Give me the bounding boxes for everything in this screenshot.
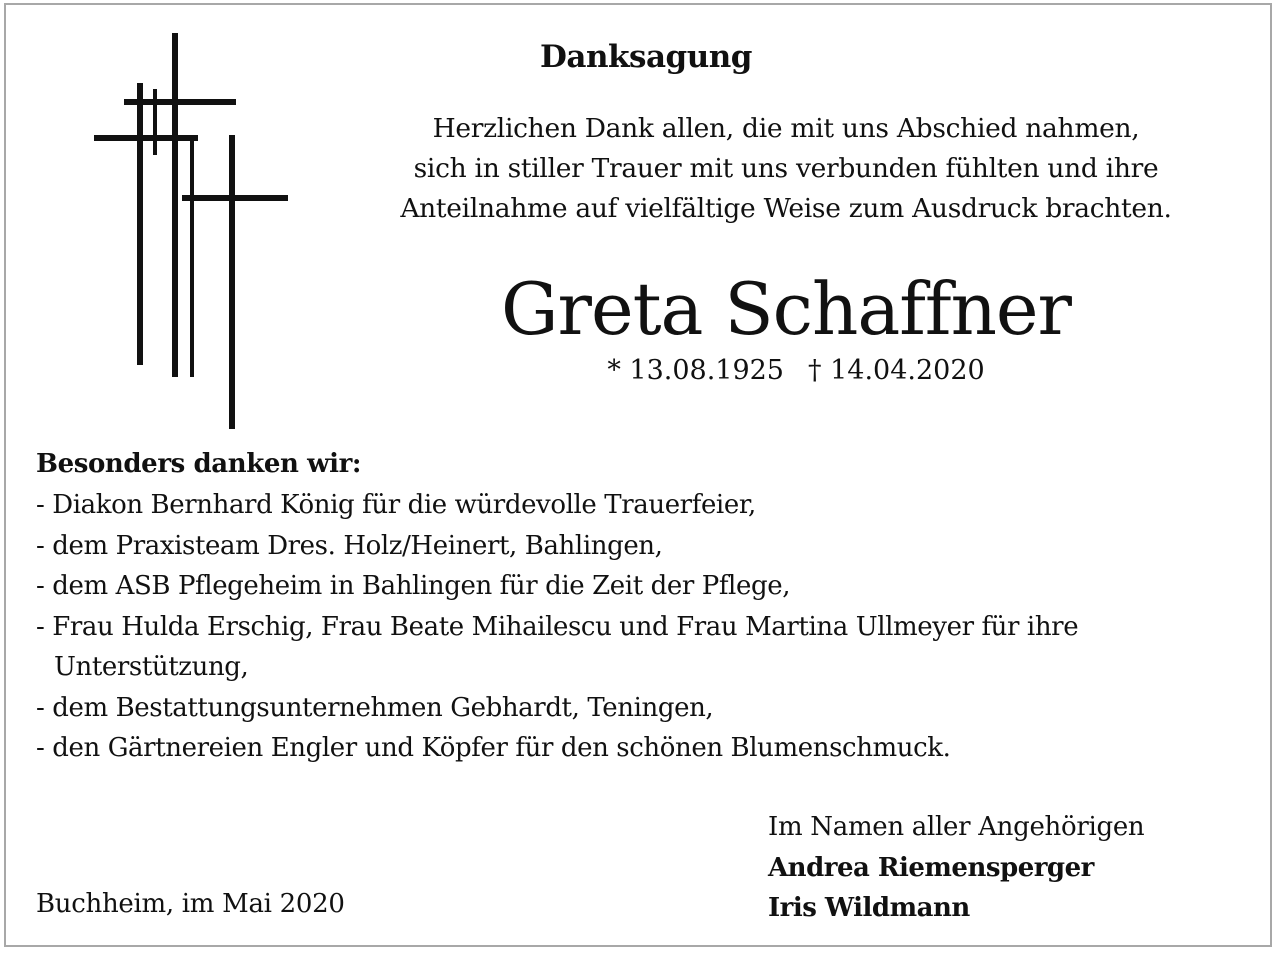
deceased-name: Greta Schaffner	[501, 267, 1071, 351]
intro-text	[366, 109, 1206, 229]
list-item: - dem Praxisteam Dres. Holz/Heinert, Bahlingen,	[36, 530, 663, 561]
signature-block	[768, 807, 1144, 929]
ad-title: Danksagung	[540, 39, 752, 75]
intro-line: Anteilnahme auf vielfältige Weise zum Ausdruck brachten.	[400, 193, 1172, 224]
three-crosses-icon	[90, 29, 296, 435]
signer-name: Iris Wildmann	[768, 893, 970, 923]
intro-line: Herzlichen Dank allen, die mit uns Abschied nahmen,	[432, 113, 1140, 144]
list-item: - Diakon Bernhard König für die würdevolle Trauerfeier,	[36, 490, 756, 520]
list-item: - dem Bestattungsunternehmen Gebhardt, Teningen,	[36, 692, 714, 723]
list-item: - den Gärtnereien Engler und Köpfer für den schönen Blumenschmuck.	[36, 733, 951, 763]
list-item: - Frau Hulda Erschig, Frau Beate Mihailescu und Frau Martina Ullmeyer für ihre	[36, 611, 1079, 642]
intro-line: sich in stiller Trauer mit uns verbunden fühlten und ihre	[413, 153, 1159, 184]
obituary-ad-frame	[4, 3, 1272, 947]
thanks-heading: Besonders danken wir:	[36, 449, 362, 479]
thanks-list	[36, 485, 1246, 769]
on-behalf-text: Im Namen aller Angehörigen	[768, 812, 1145, 842]
birth-date: * 13.08.1925	[607, 355, 784, 386]
death-date: † 14.04.2020	[808, 355, 985, 386]
life-dates	[506, 355, 1086, 386]
place-date: Buchheim, im Mai 2020	[36, 889, 345, 919]
signer-name: Andrea Riemensperger	[768, 852, 1094, 883]
list-item: - dem ASB Pflegeheim in Bahlingen für die Zeit der Pflege,	[36, 571, 791, 601]
list-item-continuation: Unterstützung,	[54, 652, 249, 682]
